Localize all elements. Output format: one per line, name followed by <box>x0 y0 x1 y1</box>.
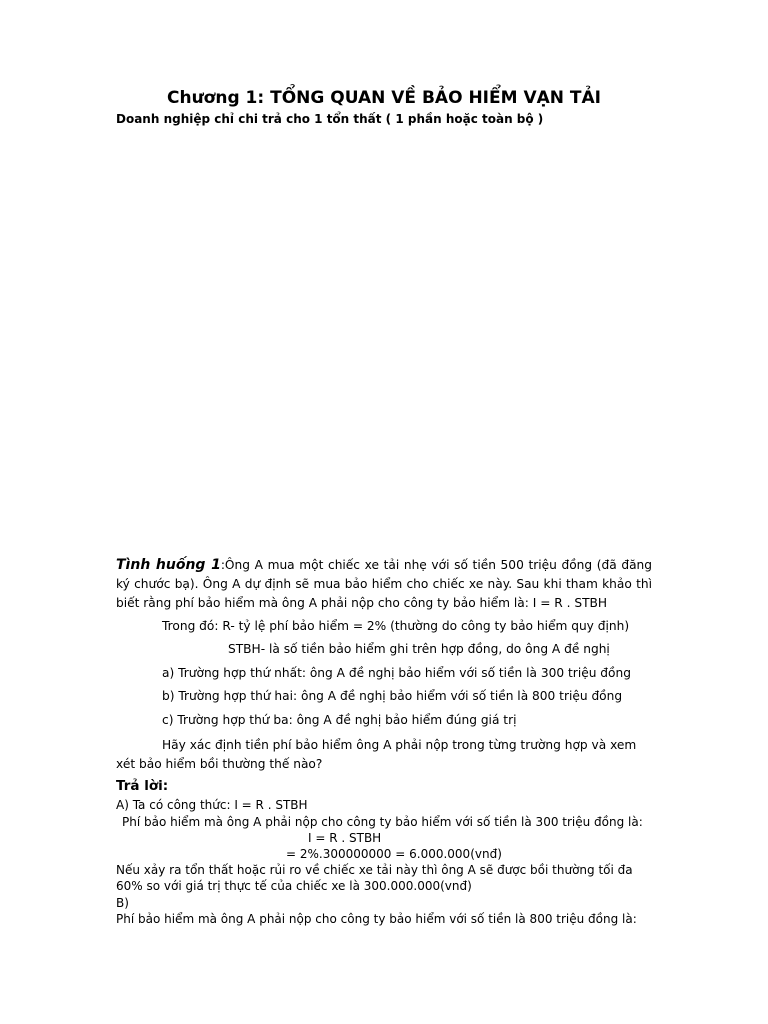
answer-a-compensation: Nếu xảy ra tổn thất hoặc rủi ro về chiếc xe tải này thì ông A sẽ được bồi thường tối đa 60% so với giá trị thực tế của chiếc xe là 300.000.000(vnđ) <box>116 863 633 893</box>
answer-a-calc: = 2%.300000000 = 6.000.000(vnđ) <box>286 847 502 861</box>
case-question: Hãy xác định tiền phí bảo hiểm ông A phải nộp trong từng trường hợp và xem xét bảo hiểm bồi thường thế nào? <box>116 738 637 771</box>
answer-a-formula: A) Ta có công thức: I = R . STBH <box>116 798 308 812</box>
where-r-line: Trong đó: R- tỷ lệ phí bảo hiểm = 2% (thường do công ty bảo hiểm quy định) <box>162 619 630 633</box>
answer-a-fee-line: Phí bảo hiểm mà ông A phải nộp cho công ty bảo hiểm với số tiền là 300 triệu đồng là: <box>122 815 643 829</box>
case-item-a: a) Trường hợp thứ nhất: ông A đề nghị bảo hiểm với số tiền là 300 triệu đồng <box>162 666 631 680</box>
answer-b-label: B) <box>116 896 129 910</box>
case-item-c: c) Trường hợp thứ ba: ông A đề nghị bảo hiểm đúng giá trị <box>162 713 517 727</box>
case-title: Tình huống 1 <box>116 557 221 573</box>
answer-a-formula-center: I = R . STBH <box>308 831 382 845</box>
chapter-subtitle: Doanh nghiệp chỉ chi trả cho 1 tổn thất ( 1 phần hoặc toàn bộ ) <box>116 112 544 126</box>
chapter-title: Chương 1: TỔNG QUAN VỀ BẢO HIỂM VẠN TẢI <box>167 88 601 108</box>
answer-heading: Trả lời: <box>116 778 169 794</box>
case-paragraph <box>116 556 652 613</box>
case-body: :Ông A mua một chiếc xe tải nhẹ với số tiền 500 triệu đồng (đã đăng ký chước bạ). Ông A dự định sẽ mua bảo hiểm cho chiếc xe này. Sau khi tham khảo thì biết rằng phí bảo hiểm mà ông A phải nộp cho công ty bảo hiểm là: I = R . STBH <box>116 558 652 610</box>
case-item-b: b) Trường hợp thứ hai: ông A đề nghị bảo hiểm với số tiền là 800 triệu đồng <box>162 689 623 703</box>
answer-b-fee-line: Phí bảo hiểm mà ông A phải nộp cho công ty bảo hiểm với số tiền là 800 triệu đồng là: <box>116 912 637 926</box>
where-stbh-line: STBH- là số tiền bảo hiểm ghi trên hợp đồng, do ông A đề nghị <box>228 642 610 656</box>
